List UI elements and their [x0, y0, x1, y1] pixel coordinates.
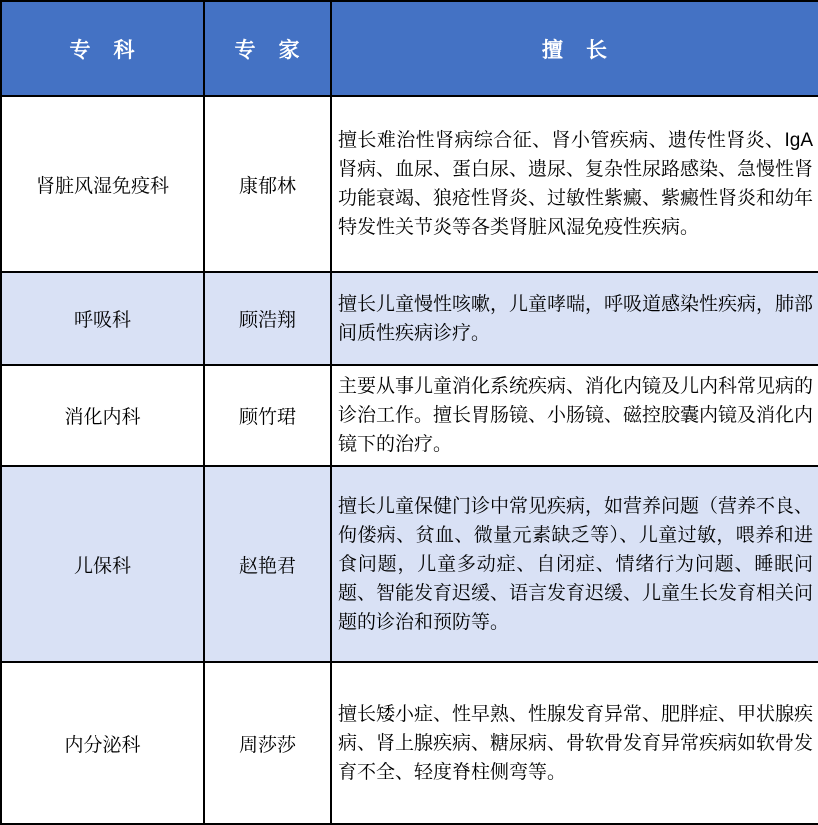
- header-specialty: 专 科: [1, 1, 204, 96]
- expertise-cell: 擅长儿童保健门诊中常见疾病，如营养问题（营养不良、佝偻病、贫血、微量元素缺乏等）、儿童过敏，喂养和进食问题，儿童多动症、自闭症、情绪行为问题、睡眠问题、智能发育迟缓、语言发育迟缓、儿童生长发育相关问题的诊治和预防等。: [331, 466, 818, 662]
- expertise-cell: 主要从事儿童消化系统疾病、消化内镜及儿内科常见病的诊治工作。擅长胃肠镜、小肠镜、磁控胶囊内镜及消化内镜下的治疗。: [331, 365, 818, 466]
- table-header-row: [1, 1, 818, 96]
- table-row: [1, 272, 818, 365]
- expert-cell: 康郁林: [204, 96, 331, 272]
- specialty-cell: 内分泌科: [1, 662, 204, 824]
- table-row: [1, 96, 818, 272]
- header-expert: 专 家: [204, 1, 331, 96]
- expert-cell: 顾浩翔: [204, 272, 331, 365]
- header-expertise: 擅 长: [331, 1, 818, 96]
- specialty-cell: 消化内科: [1, 365, 204, 466]
- expert-cell: 周莎莎: [204, 662, 331, 824]
- expert-cell: 赵艳君: [204, 466, 331, 662]
- expertise-cell: 擅长难治性肾病综合征、肾小管疾病、遗传性肾炎、IgA肾病、血尿、蛋白尿、遗尿、复杂性尿路感染、急慢性肾功能衰竭、狼疮性肾炎、过敏性紫癜、紫癜性肾炎和幼年特发性关节炎等各类肾脏风湿免疫性疾病。: [331, 96, 818, 272]
- expertise-cell: 擅长矮小症、性早熟、性腺发育异常、肥胖症、甲状腺疾病、肾上腺疾病、糖尿病、骨软骨发育异常疾病如软骨发育不全、轻度脊柱侧弯等。: [331, 662, 818, 824]
- expert-cell: 顾竹珺: [204, 365, 331, 466]
- specialty-cell: 呼吸科: [1, 272, 204, 365]
- specialty-cell: 儿保科: [1, 466, 204, 662]
- specialty-cell: 肾脏风湿免疫科: [1, 96, 204, 272]
- table-row: [1, 662, 818, 824]
- table-row: [1, 466, 818, 662]
- expertise-cell: 擅长儿童慢性咳嗽，儿童哮喘，呼吸道感染性疾病，肺部间质性疾病诊疗。: [331, 272, 818, 365]
- table-row: [1, 365, 818, 466]
